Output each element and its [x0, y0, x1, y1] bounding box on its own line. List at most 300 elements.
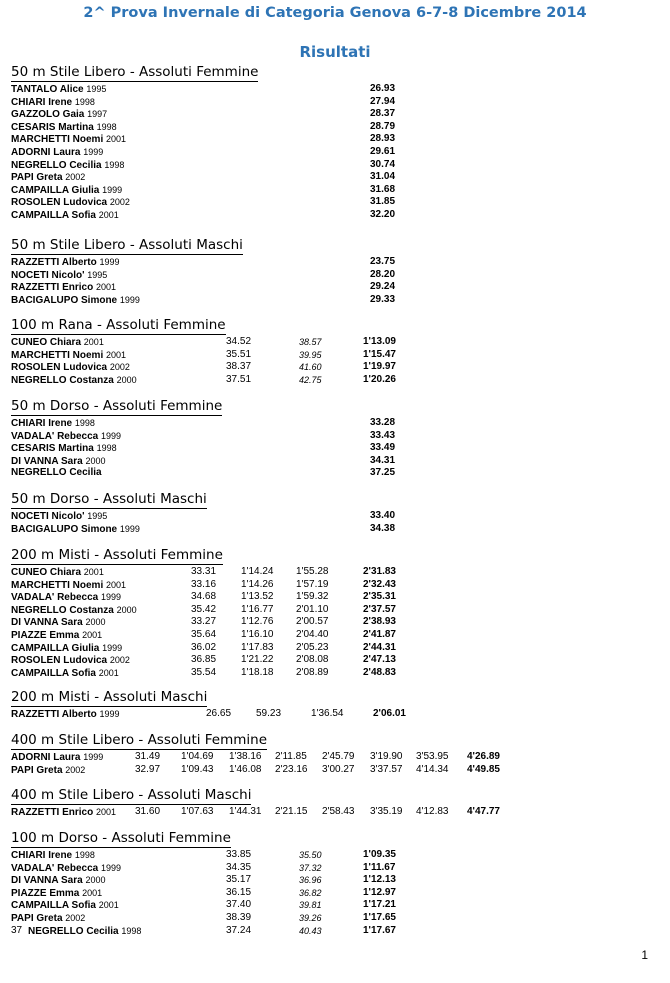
athlete-name: DI VANNA Sara	[11, 617, 83, 629]
birth-year: 1999	[119, 294, 140, 305]
athlete-name: CUNEO Chiara	[11, 337, 82, 348]
athlete-cell	[11, 374, 137, 388]
birth-year: 2002	[109, 362, 130, 373]
birth-year: 2001	[83, 337, 104, 347]
results-section	[11, 63, 471, 222]
birth-year: 1999	[119, 523, 140, 534]
athlete-name: DI VANNA Sara	[11, 455, 83, 467]
athlete-cell	[11, 108, 107, 122]
split-time: 4'12.83	[416, 806, 449, 817]
birth-year: 1999	[101, 430, 122, 441]
result-row	[11, 899, 471, 912]
athlete-cell	[11, 764, 85, 778]
athlete-cell	[11, 184, 122, 198]
section-heading: 50 m Dorso - Assoluti Femmine	[11, 398, 223, 414]
final-time: 4'47.77	[467, 806, 500, 817]
athlete-name: CHIARI Irene	[11, 96, 73, 108]
athlete-name: ROSOLEN Ludovica	[11, 362, 108, 374]
result-row	[11, 510, 471, 523]
result-row	[11, 83, 471, 96]
split-time: 37.32	[299, 862, 322, 873]
result-row	[11, 361, 471, 374]
final-time: 4'49.85	[467, 763, 500, 775]
split-time: 42.75	[299, 374, 322, 385]
split-time: 32.97	[135, 763, 161, 775]
athlete-cell	[11, 887, 102, 901]
result-row	[11, 209, 471, 222]
split-time: 34.35	[226, 861, 252, 873]
final-time: 2'31.83	[363, 566, 396, 577]
split-time: 1'12.76	[241, 616, 274, 628]
athlete-name: ADORNI Laura	[11, 752, 81, 763]
athlete-cell	[11, 849, 95, 863]
split-time: 38.57	[299, 337, 322, 347]
split-time: 36.02	[191, 641, 217, 653]
final-time: 26.93	[370, 83, 396, 94]
split-time: 4'14.34	[416, 763, 449, 775]
result-row	[11, 121, 471, 134]
final-time: 31.04	[370, 171, 396, 183]
final-time: 30.74	[370, 158, 396, 170]
birth-year: 2001	[98, 667, 119, 678]
athlete-cell	[11, 196, 130, 210]
final-time: 29.61	[370, 145, 396, 157]
split-time: 2'58.43	[322, 806, 355, 817]
result-row	[11, 925, 471, 938]
result-row	[11, 430, 471, 443]
split-time: 2'21.15	[275, 806, 308, 817]
athlete-name: PIAZZE Emma	[11, 629, 80, 641]
result-row	[11, 523, 471, 536]
split-time: 3'35.19	[370, 806, 403, 817]
final-time: 2'48.83	[363, 666, 396, 678]
athlete-name: BACIGALUPO Simone	[11, 523, 118, 535]
athlete-cell	[11, 256, 120, 270]
split-time: 37.40	[226, 899, 252, 911]
birth-year: 1995	[86, 84, 107, 94]
athlete-cell	[11, 899, 119, 913]
final-time: 32.20	[370, 208, 396, 220]
split-time: 2'05.23	[296, 641, 329, 653]
athlete-cell	[11, 467, 102, 480]
split-time: 1'57.19	[296, 578, 329, 590]
split-time: 36.96	[299, 875, 322, 886]
final-time: 2'35.31	[363, 591, 396, 603]
split-time: 39.81	[299, 900, 322, 911]
birth-year: 2001	[106, 134, 127, 145]
athlete-cell	[11, 806, 116, 820]
athlete-cell	[11, 281, 116, 295]
split-time: 2'11.85	[275, 751, 307, 762]
split-time: 38.39	[226, 911, 252, 923]
athlete-name: CAMPAILLA Sofia	[11, 900, 96, 912]
split-time: 26.65	[206, 708, 232, 719]
result-row	[11, 294, 471, 307]
split-time: 33.16	[191, 578, 217, 590]
birth-year: 2001	[96, 807, 117, 817]
athlete-name: CAMPAILLA Giulia	[11, 184, 100, 196]
athlete-name: ADORNI Laura	[11, 146, 81, 158]
birth-year: 1995	[87, 269, 108, 280]
birth-year: 2001	[106, 349, 127, 360]
final-time: 1'11.67	[363, 861, 396, 873]
split-time: 1'38.16	[229, 751, 262, 762]
athlete-name: ROSOLEN Ludovica	[11, 655, 108, 667]
split-time: 41.60	[299, 362, 322, 373]
page-number: 1	[641, 948, 648, 962]
birth-year: 2000	[116, 604, 137, 615]
final-time: 1'13.09	[363, 336, 396, 347]
section-heading: 400 m Stile Libero - Assoluti Femmine	[11, 732, 268, 748]
section-heading: 400 m Stile Libero - Assoluti Maschi	[11, 787, 252, 803]
athlete-cell	[11, 654, 130, 668]
results-section	[11, 688, 471, 721]
birth-year: 1999	[102, 184, 123, 195]
athlete-cell	[11, 642, 122, 656]
athlete-cell	[11, 667, 119, 681]
result-row	[11, 806, 661, 819]
birth-year: 2002	[65, 172, 86, 183]
athlete-cell	[11, 294, 140, 308]
split-time: 1'21.22	[241, 654, 274, 666]
athlete-name: RAZZETTI Alberto	[11, 709, 97, 720]
result-row	[11, 281, 471, 294]
result-row	[11, 629, 471, 642]
athlete-cell	[11, 566, 104, 580]
athlete-cell	[11, 83, 106, 97]
split-time: 1'46.08	[229, 763, 262, 775]
final-time: 33.43	[370, 429, 396, 441]
final-time: 1'15.47	[363, 348, 396, 360]
split-time: 34.52	[226, 336, 252, 347]
split-time: 2'23.16	[275, 763, 308, 775]
athlete-cell	[11, 629, 102, 643]
split-time: 36.85	[191, 654, 217, 666]
results-section	[11, 316, 471, 386]
final-time: 1'09.35	[363, 849, 396, 860]
result-row	[11, 751, 661, 764]
athlete-cell	[11, 912, 85, 926]
final-time: 2'37.57	[363, 603, 396, 615]
birth-year: 1999	[83, 146, 104, 157]
split-time: 37.51	[226, 373, 252, 385]
result-row	[11, 708, 471, 721]
final-time: 28.79	[370, 120, 396, 132]
split-time: 33.27	[191, 616, 217, 628]
birth-year: 2001	[98, 209, 119, 220]
athlete-cell	[11, 336, 104, 350]
final-time: 28.20	[370, 268, 396, 280]
result-row	[11, 455, 471, 468]
athlete-cell	[11, 96, 95, 110]
athlete-name: CHIARI Irene	[11, 850, 73, 861]
split-time: 3'37.57	[370, 763, 403, 775]
final-time: 2'38.93	[363, 616, 396, 628]
result-row	[11, 579, 471, 592]
final-time: 4'26.89	[467, 751, 500, 762]
athlete-name: PAPI Greta	[11, 912, 63, 924]
split-time: 33.31	[191, 566, 217, 577]
athlete-cell	[11, 171, 85, 185]
birth-year: 1998	[74, 96, 95, 107]
final-time: 29.33	[370, 293, 396, 305]
split-time: 31.60	[135, 806, 161, 817]
final-time: 34.38	[370, 522, 396, 534]
split-time: 36.15	[226, 886, 252, 898]
athlete-name: NEGRELLO Cecilia	[28, 925, 119, 937]
split-time: 2'08.08	[296, 654, 329, 666]
result-row	[11, 591, 471, 604]
split-time: 35.17	[226, 874, 252, 886]
athlete-name: BACIGALUPO Simone	[11, 294, 118, 306]
split-time: 33.85	[226, 849, 252, 860]
result-row	[11, 417, 471, 430]
birth-year: 2001	[106, 579, 127, 590]
split-time: 1'44.31	[229, 806, 262, 817]
birth-year: 2002	[65, 912, 86, 923]
final-time: 34.31	[370, 454, 396, 466]
split-time: 35.42	[191, 603, 217, 615]
result-row	[11, 862, 471, 875]
final-time: 28.93	[370, 133, 396, 145]
result-row	[11, 171, 471, 184]
athlete-cell	[11, 874, 106, 888]
athlete-name: DI VANNA Sara	[11, 875, 83, 887]
birth-year: 1999	[101, 862, 122, 873]
split-time: 1'13.52	[241, 591, 274, 603]
final-time: 28.37	[370, 108, 396, 120]
result-row	[11, 96, 471, 109]
split-time: 2'08.89	[296, 666, 329, 678]
birth-year: 1999	[83, 752, 104, 762]
birth-year: 1999	[102, 642, 123, 653]
final-time: 33.28	[370, 417, 396, 428]
section-heading: 50 m Dorso - Assoluti Maschi	[11, 491, 207, 507]
athlete-cell	[11, 523, 140, 537]
athlete-cell	[11, 209, 119, 223]
athlete-cell	[11, 146, 103, 160]
split-time: 38.37	[226, 361, 252, 373]
result-row	[11, 887, 471, 900]
athlete-name: ROSOLEN Ludovica	[11, 197, 108, 209]
results-section	[11, 490, 471, 535]
birth-year: 1998	[74, 418, 95, 428]
birth-year: 1999	[99, 257, 120, 267]
athlete-cell	[11, 349, 126, 363]
final-time: 33.40	[370, 510, 396, 521]
athlete-name: RAZZETTI Enrico	[11, 282, 94, 294]
athlete-name: RAZZETTI Alberto	[11, 257, 97, 268]
split-time: 1'36.54	[311, 708, 344, 719]
result-row	[11, 667, 471, 680]
split-time: 1'16.10	[241, 628, 274, 640]
final-time: 37.25	[370, 467, 396, 479]
athlete-cell	[11, 121, 117, 135]
final-time: 2'06.01	[373, 708, 406, 719]
athlete-name: CHIARI Irene	[11, 418, 73, 429]
split-time: 1'16.77	[241, 603, 274, 615]
section-heading: 50 m Stile Libero - Assoluti Maschi	[11, 237, 243, 253]
final-time: 2'47.13	[363, 654, 396, 666]
split-time: 31.49	[135, 751, 161, 762]
section-heading: 200 m Misti - Assoluti Femmine	[11, 547, 223, 563]
split-time: 35.54	[191, 666, 217, 678]
results-section	[11, 731, 661, 776]
athlete-name: NEGRELLO Cecilia	[11, 467, 102, 479]
final-time: 1'17.67	[363, 924, 396, 936]
athlete-cell	[11, 616, 106, 630]
birth-year: 2000	[85, 617, 106, 628]
athlete-cell	[11, 430, 121, 444]
athlete-name: CESARIS Martina	[11, 443, 94, 455]
athlete-name: GAZZOLO Gaia	[11, 109, 85, 121]
athlete-name: PAPI Greta	[11, 764, 63, 776]
split-time: 1'55.28	[296, 566, 329, 577]
athlete-name: NEGRELLO Costanza	[11, 604, 114, 616]
athlete-name: PAPI Greta	[11, 172, 63, 184]
athlete-name: MARCHETTI Noemi	[11, 134, 104, 146]
split-time: 1'09.43	[181, 763, 214, 775]
athlete-name: NEGRELLO Cecilia	[11, 159, 102, 171]
birth-year: 2002	[109, 655, 130, 666]
results-section	[11, 236, 471, 306]
athlete-name: NEGRELLO Costanza	[11, 374, 114, 386]
result-row	[11, 442, 471, 455]
result-row	[11, 616, 471, 629]
athlete-cell	[11, 442, 117, 456]
split-time: 2'04.40	[296, 628, 329, 640]
result-row	[11, 874, 471, 887]
document-subtitle: Risultati	[299, 43, 371, 61]
athlete-cell	[11, 269, 107, 283]
result-row	[11, 467, 471, 480]
birth-year: 1998	[104, 159, 125, 170]
birth-year: 1998	[74, 850, 95, 860]
athlete-name: CUNEO Chiara	[11, 567, 82, 578]
result-row	[11, 566, 471, 579]
final-time: 33.49	[370, 442, 396, 454]
birth-year: 2002	[109, 197, 130, 208]
birth-year: 2001	[98, 900, 119, 911]
birth-year: 2001	[96, 282, 117, 293]
athlete-cell	[11, 751, 103, 765]
result-row	[11, 849, 471, 862]
birth-year: 1998	[121, 925, 142, 936]
split-time: 1'04.69	[181, 751, 214, 762]
result-row	[11, 196, 471, 209]
final-time: 1'19.97	[363, 361, 396, 373]
athlete-name: CAMPAILLA Giulia	[11, 642, 100, 654]
athlete-cell	[11, 591, 121, 605]
split-time: 2'45.79	[322, 751, 355, 762]
final-time: 1'17.65	[363, 911, 396, 923]
birth-year: 1998	[96, 443, 117, 454]
split-time: 3'19.90	[370, 751, 403, 762]
section-heading: 100 m Dorso - Assoluti Femmine	[11, 830, 231, 846]
final-time: 29.24	[370, 281, 396, 293]
birth-year: 2001	[82, 629, 103, 640]
result-row	[11, 604, 471, 617]
athlete-cell	[11, 579, 126, 593]
athlete-name: TANTALO Alice	[11, 84, 84, 95]
athlete-name: MARCHETTI Noemi	[11, 579, 104, 591]
athlete-name: CAMPAILLA Sofia	[11, 667, 96, 679]
athlete-cell	[11, 361, 130, 375]
birth-year: 2000	[85, 875, 106, 886]
result-row	[11, 269, 471, 282]
split-time: 3'00.27	[322, 763, 355, 775]
split-time: 35.64	[191, 628, 217, 640]
document-title: 2^ Prova Invernale di Categoria Genova 6-7-8 Dicembre 2014	[83, 5, 587, 21]
result-row	[11, 642, 471, 655]
athlete-name: NOCETI Nicolo'	[11, 269, 85, 281]
athlete-name: MARCHETTI Noemi	[11, 349, 104, 361]
split-time: 3'53.95	[416, 751, 449, 762]
split-time: 39.26	[299, 912, 322, 923]
final-time: 2'41.87	[363, 628, 396, 640]
final-time: 1'17.21	[363, 899, 396, 911]
result-row	[11, 654, 471, 667]
athlete-cell	[11, 604, 137, 618]
athlete-cell	[11, 159, 124, 173]
birth-year: 1999	[101, 592, 122, 603]
final-time: 2'32.43	[363, 578, 396, 590]
final-time: 1'12.97	[363, 886, 396, 898]
split-time: 2'01.10	[296, 603, 329, 615]
birth-year: 2000	[85, 455, 106, 466]
athlete-cell	[11, 417, 95, 431]
athlete-name: VADALA' Rebecca	[11, 430, 99, 442]
athlete-name: VADALA' Rebecca	[11, 592, 99, 604]
result-row	[11, 349, 471, 362]
athlete-name: NOCETI Nicolo'	[11, 511, 85, 522]
final-time: 2'44.31	[363, 641, 396, 653]
result-row	[11, 159, 471, 172]
final-time: 1'20.26	[363, 373, 396, 385]
result-row	[11, 764, 661, 777]
athlete-name: VADALA' Rebecca	[11, 862, 99, 874]
split-time: 59.23	[256, 708, 282, 719]
athlete-cell	[11, 708, 120, 722]
section-heading: 100 m Rana - Assoluti Femmine	[11, 317, 226, 333]
athlete-name: PIAZZE Emma	[11, 887, 80, 899]
result-row	[11, 184, 471, 197]
athlete-name: CAMPAILLA Sofia	[11, 209, 96, 221]
split-time: 37.24	[226, 924, 252, 936]
split-time: 1'14.24	[241, 566, 274, 577]
split-time: 35.51	[226, 348, 252, 360]
athlete-name: CESARIS Martina	[11, 121, 94, 133]
split-time: 1'14.26	[241, 578, 274, 590]
split-time: 1'07.63	[181, 806, 214, 817]
athlete-name: RAZZETTI Enrico	[11, 807, 94, 818]
athlete-cell	[11, 133, 126, 147]
final-time: 27.94	[370, 95, 396, 107]
final-time: 1'12.13	[363, 874, 396, 886]
split-time: 1'18.18	[241, 666, 274, 678]
result-row	[11, 336, 471, 349]
athlete-cell	[11, 455, 106, 469]
split-time: 1'17.83	[241, 641, 274, 653]
athlete-cell	[11, 862, 121, 876]
result-row	[11, 133, 471, 146]
results-section	[11, 829, 471, 937]
split-time: 34.68	[191, 591, 217, 603]
results-section	[11, 397, 471, 480]
birth-year: 2000	[116, 374, 137, 385]
birth-year: 2001	[83, 567, 104, 577]
birth-year: 2002	[65, 764, 86, 775]
